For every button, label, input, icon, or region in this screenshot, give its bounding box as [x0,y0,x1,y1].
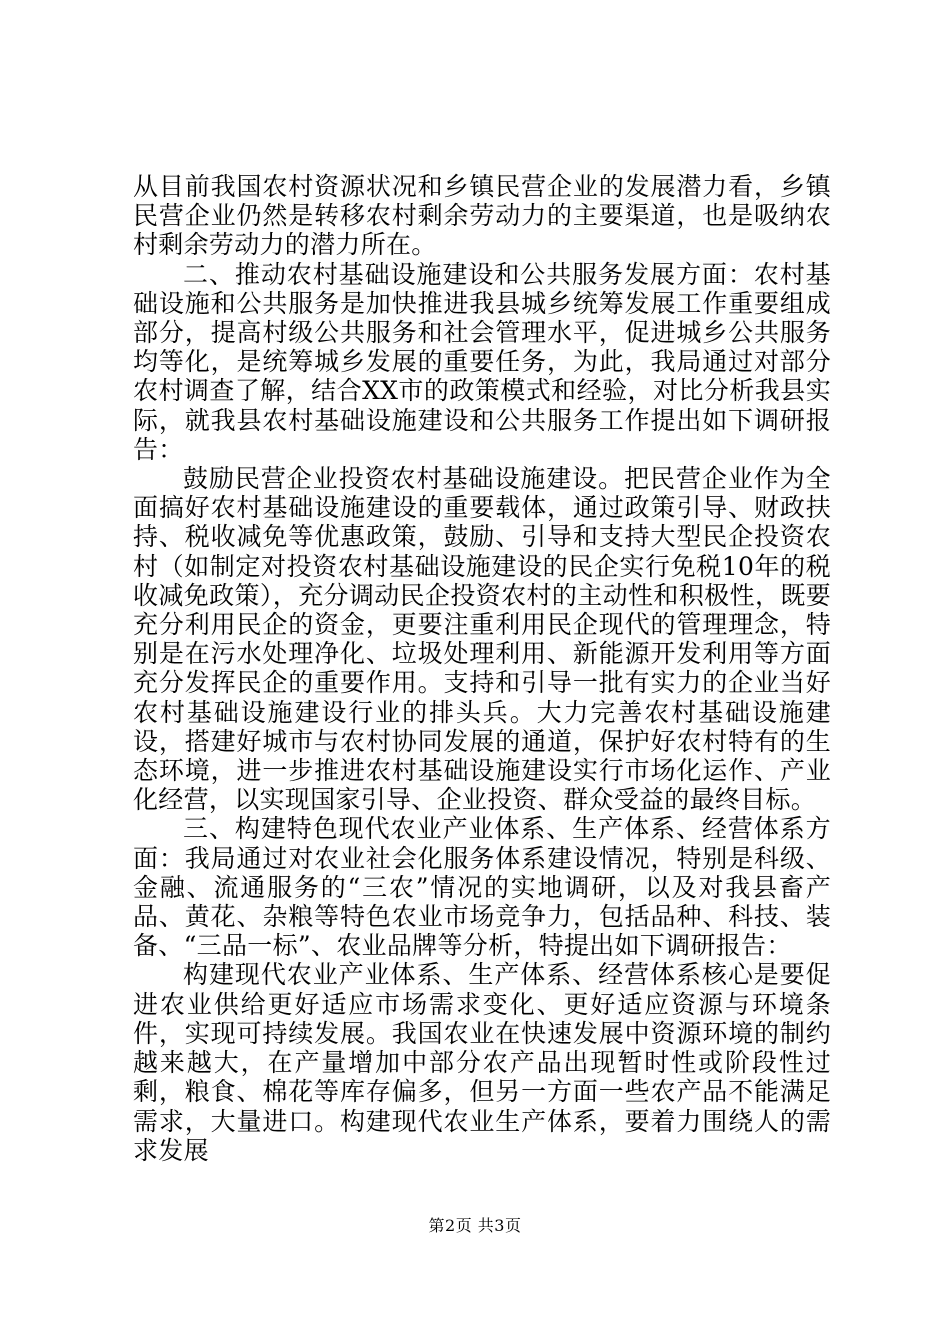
paragraph-4: 三、构建特色现代农业产业体系、生产体系、经营体系方面：我局通过对农业社会化服务体系建设情况，特别是科级、金融、流通服务的“三农”情况的实地调研，以及对我县畜产品、黄花、杂粮等特色农业市场竞争力，包括品种、科技、装备、“三品一标”、农业品牌等分析，特提出如下调研报告： [133,814,831,961]
paragraph-2: 二、推动农村基础设施建设和公共服务发展方面：农村基础设施和公共服务是加快推进我县城乡统筹发展工作重要组成部分，提高村级公共服务和社会管理水平，促进城乡公共服务均等化，是统筹城乡发展的重要任务，为此，我局通过对部分农村调查了解，结合XX市的政策模式和经验，对比分析我县实际，就我县农村基础设施建设和公共服务工作提出如下调研报告： [133,259,831,464]
document-body [133,172,831,1165]
paragraph-5: 构建现代农业产业体系、生产体系、经营体系核心是要促进农业供给更好适应市场需求变化、更好适应资源与环境条件，实现可持续发展。我国农业在快速发展中资源环境的制约越来越大，在产量增加中部分农产品出现暂时性或阶段性过剩，粮食、棉花等库存偏多，但另一方面一些农产品不能满足需求，大量进口。构建现代农业生产体系，要着力围绕人的需求发展 [133,960,831,1165]
page-footer: 第2页 共3页 [428,1216,522,1235]
paragraph-1: 从目前我国农村资源状况和乡镇民营企业的发展潜力看，乡镇民营企业仍然是转移农村剩余劳动力的主要渠道，也是吸纳农村剩余劳动力的潜力所在。 [133,172,831,260]
paragraph-3: 鼓励民营企业投资农村基础设施建设。把民营企业作为全面搞好农村基础设施建设的重要载体，通过政策引导、财政扶持、税收减免等优惠政策，鼓励、引导和支持大型民企投资农村（如制定对投资农村基础设施建设的民企实行免税10年的税收减免政策），充分调动民企投资农村的主动性和积极性，既要充分利用民企的资金，更要注重利用民企现代的管理理念，特别是在污水处理净化、垃圾处理利用、新能源开发利用等方面充分发挥民企的重要作用。支持和引导一批有实力的企业当好农村基础设施建设行业的排头兵。大力完善农村基础设施建设，搭建好城市与农村协同发展的通道，保护好农村特有的生态环境，进一步推进农村基础设施建设实行市场化运作、产业化经营，以实现国家引导、企业投资、群众受益的最终目标。 [133,464,831,815]
